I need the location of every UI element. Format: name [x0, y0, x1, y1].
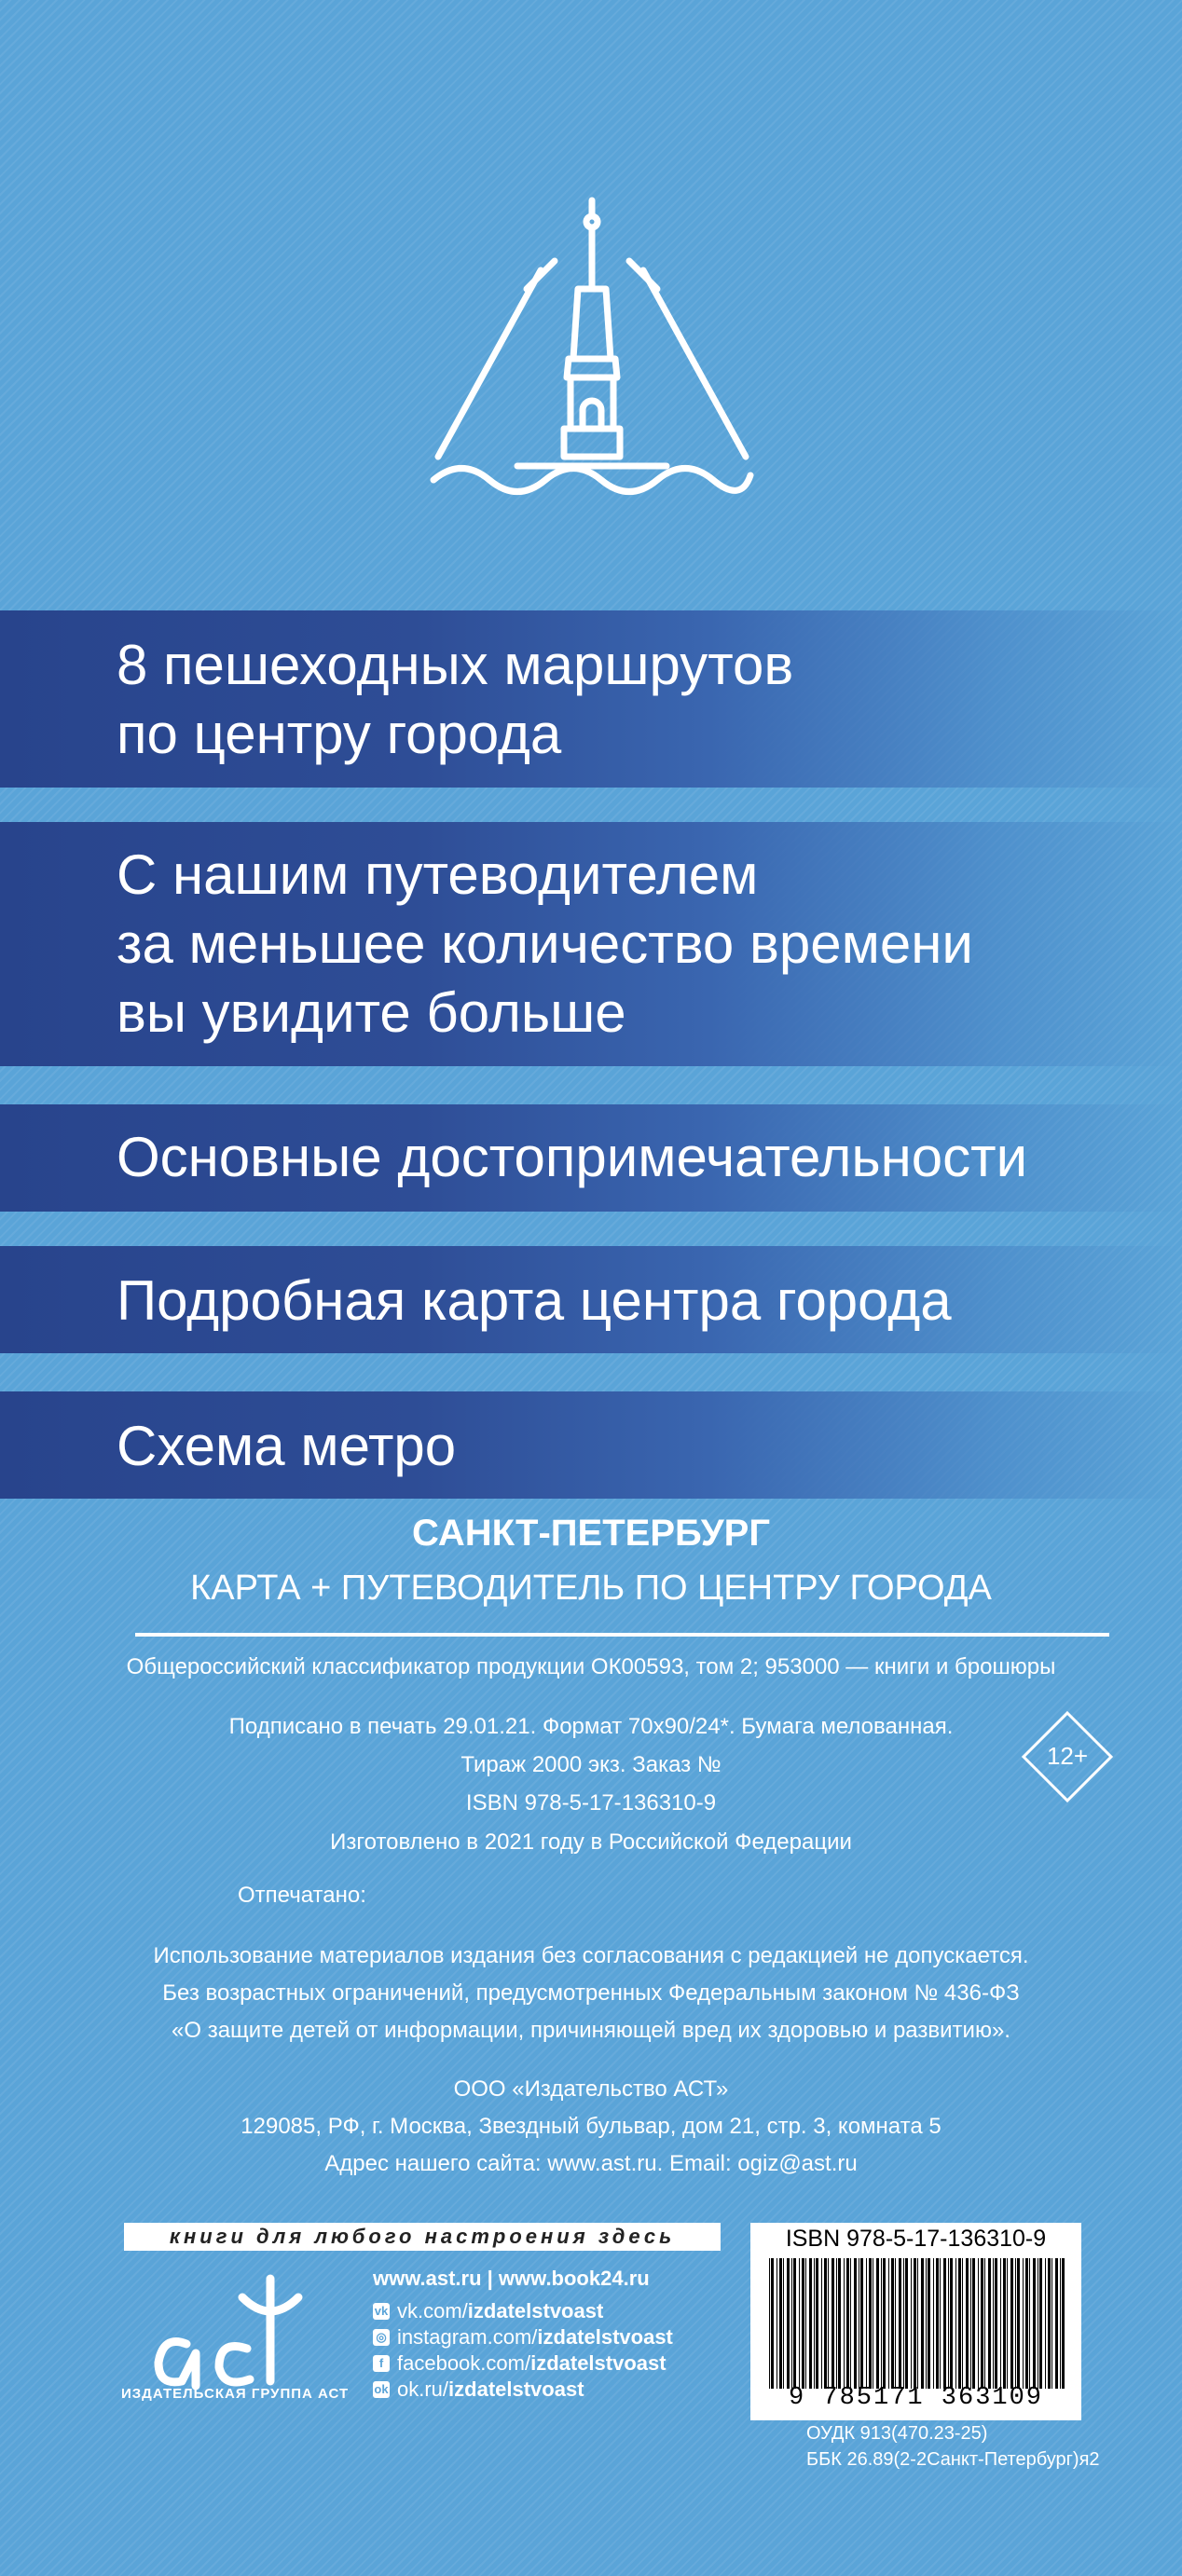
- barcode-bar: [921, 2258, 924, 2389]
- barcode-bar: [1015, 2258, 1016, 2389]
- barcode-bar: [948, 2258, 949, 2389]
- barcode-bar: [814, 2258, 815, 2389]
- barcode-bar: [816, 2258, 818, 2389]
- barcode-bar: [787, 2258, 790, 2389]
- barcode-bar: [821, 2258, 822, 2389]
- barcode-bar: [1051, 2258, 1052, 2389]
- barcode-bar: [809, 2258, 812, 2389]
- barcode-bar: [1060, 2258, 1061, 2389]
- barcode-bar: [905, 2258, 908, 2389]
- bbk-code: ББК 26.89(2-2Санкт-Петербург)я2: [806, 2449, 1100, 2470]
- udk-code: ОУДК 913(470.23-25): [806, 2423, 988, 2444]
- website-text: Адрес нашего сайта: www.ast.ru. Email: ogiz@ast.ru: [324, 2151, 858, 2176]
- barcode-bar: [903, 2258, 904, 2389]
- usage-text: Использование материалов издания без согласования с редакцией не допускается.: [153, 1943, 1029, 1968]
- social-link-vk: [373, 2299, 603, 2323]
- barcode-bar: [1010, 2258, 1013, 2389]
- ast-caption: ИЗДАТЕЛЬСКАЯ ГРУППА АСТ: [121, 2386, 350, 2402]
- signed-text: Подписано в печать 29.01.21. Формат 70x90/24*. Бумага мелованная.: [228, 1714, 954, 1739]
- barcode-bar: [793, 2258, 796, 2389]
- barcode-bar: [1055, 2258, 1058, 2389]
- band-line: Схема метро: [117, 1415, 457, 1477]
- barcode-bar: [1033, 2258, 1036, 2389]
- barcode-bar: [883, 2258, 886, 2389]
- barcode-bar: [1048, 2258, 1051, 2389]
- social-link-instagram: [373, 2325, 673, 2350]
- barcode-bar: [836, 2258, 837, 2389]
- barcode-bar: [911, 2258, 912, 2389]
- barcode-bar: [958, 2258, 961, 2389]
- vk-icon: vk: [374, 2304, 389, 2318]
- barcode-bar: [1000, 2258, 1001, 2389]
- ast-logo-text: аст: [131, 2257, 154, 2273]
- barcode-bar: [769, 2258, 770, 2389]
- barcode-bar: [1062, 2258, 1065, 2389]
- barcode-bar: [1007, 2258, 1008, 2389]
- barcode-bar: [854, 2258, 857, 2389]
- barcode-bar: [850, 2258, 851, 2389]
- feature-band-guide: [0, 822, 1182, 1066]
- band-line: Основные достопримечательности: [117, 1126, 1028, 1188]
- band-line: по центру города: [117, 703, 562, 765]
- divider: [135, 1633, 1109, 1637]
- barcode-bar: [828, 2258, 829, 2389]
- social-link-facebook: [373, 2351, 667, 2376]
- band-line: 8 пешеходных маршрутов: [117, 634, 794, 696]
- feature-band-routes: [0, 610, 1182, 788]
- age-law-text-2: «О защите детей от информации, причиняющей вред их здоровью и развитию».: [172, 2018, 1010, 2043]
- barcode-bar: [899, 2258, 901, 2389]
- barcode-bar: [955, 2258, 956, 2389]
- feature-band-metro: [0, 1391, 1182, 1499]
- social-prefix: ok.ru/: [397, 2377, 449, 2401]
- barcode-bar: [1025, 2258, 1028, 2389]
- barcode-bar: [970, 2258, 971, 2389]
- barcode-bar: [995, 2258, 997, 2389]
- printed-text: Отпечатано:: [238, 1883, 366, 1908]
- barcode-bar: [866, 2258, 867, 2389]
- barcode-bar: [1017, 2258, 1020, 2389]
- barcode-bar: [936, 2258, 939, 2389]
- barcode-bar: [771, 2258, 774, 2389]
- odnoklassniki-icon: ok: [374, 2382, 389, 2396]
- barcode-bar: [972, 2258, 975, 2389]
- barcode: [750, 2223, 1081, 2420]
- barcode-bar: [791, 2258, 792, 2389]
- barcode-bar: [876, 2258, 879, 2389]
- spire-logo-icon: [429, 196, 755, 513]
- barcode-bar: [993, 2258, 994, 2389]
- barcode-bar: [1045, 2258, 1046, 2389]
- band-line: за меньшее количество времени: [117, 912, 973, 975]
- barcode-bar: [846, 2258, 849, 2389]
- barcode-bar: [881, 2258, 882, 2389]
- band-line: С нашим путеводителем: [117, 843, 759, 906]
- social-prefix: vk.com/: [397, 2299, 468, 2323]
- print-run-text: Тираж 2000 экз. Заказ №: [460, 1752, 722, 1777]
- barcode-isbn: ISBN 978-5-17-136310-9: [785, 2226, 1047, 2252]
- feature-band-sights: [0, 1104, 1182, 1212]
- barcode-bar: [928, 2258, 930, 2389]
- book-subtitle: КАРТА + ПУТЕВОДИТЕЛЬ ПО ЦЕНТРУ ГОРОДА: [190, 1569, 992, 1608]
- classifier-text: Общероссийский классификатор продукции ОК00593, том 2; 953000 — книги и брошюры: [126, 1654, 1056, 1679]
- barcode-bar: [860, 2258, 863, 2389]
- barcode-bar: [940, 2258, 941, 2389]
- tagline: книги для любого настроения здесь: [124, 2223, 721, 2251]
- instagram-icon: ◎: [373, 2329, 390, 2346]
- barcode-bar: [844, 2258, 845, 2389]
- isbn-text: ISBN 978-5-17-136310-9: [465, 1790, 717, 1816]
- feature-band-map: [0, 1246, 1182, 1353]
- age-rating-badge: [1021, 1710, 1114, 1803]
- barcode-bar: [891, 2258, 894, 2389]
- barcode-bar: [950, 2258, 953, 2389]
- age-law-text: Без возрастных ограничений, предусмотренных Федеральным законом № 436-ФЗ: [162, 1980, 1020, 2006]
- barcode-bar: [926, 2258, 927, 2389]
- age-rating-label: 12+: [1046, 1742, 1089, 1770]
- barcode-bar: [1023, 2258, 1024, 2389]
- made-text: Изготовлено в 2021 году в Российской Федерации: [330, 1829, 852, 1855]
- ast-logo-icon: [131, 2257, 336, 2428]
- barcode-bar: [783, 2258, 784, 2389]
- barcode-bar: [917, 2258, 918, 2389]
- barcode-bar: [988, 2258, 991, 2389]
- social-handle: izdatelstvoast: [537, 2325, 673, 2349]
- barcode-bar: [1029, 2258, 1030, 2389]
- barcode-bar: [1003, 2258, 1006, 2389]
- barcode-bar: [824, 2258, 827, 2389]
- publisher-sites: www.ast.ru | www.book24.ru: [373, 2267, 650, 2290]
- barcode-number: 9 785171 363109: [788, 2384, 1044, 2412]
- barcode-bar: [895, 2258, 896, 2389]
- barcode-bar: [888, 2258, 889, 2389]
- social-link-ok: [373, 2377, 584, 2402]
- barcode-bar: [962, 2258, 963, 2389]
- barcode-bar: [869, 2258, 872, 2389]
- barcode-bar: [914, 2258, 916, 2389]
- barcode-bar: [981, 2258, 983, 2389]
- barcode-bar: [779, 2258, 782, 2389]
- barcode-bar: [933, 2258, 934, 2389]
- barcode-bar: [978, 2258, 979, 2389]
- barcode-bar: [966, 2258, 969, 2389]
- barcode-bar: [943, 2258, 946, 2389]
- barcode-bar: [984, 2258, 985, 2389]
- barcode-bars: [769, 2258, 1067, 2389]
- social-prefix: facebook.com/: [397, 2351, 531, 2375]
- band-line: вы увидите больше: [117, 981, 626, 1044]
- barcode-bar: [1039, 2258, 1042, 2389]
- barcode-bar: [832, 2258, 834, 2389]
- barcode-bar: [799, 2258, 800, 2389]
- book-title: САНКТ-ПЕТЕРБУРГ: [411, 1513, 771, 1554]
- barcode-bar: [838, 2258, 841, 2389]
- social-handle: izdatelstvoast: [467, 2299, 604, 2323]
- social-prefix: instagram.com/: [397, 2325, 538, 2349]
- publisher-text: ООО «Издательство АСТ»: [453, 2076, 729, 2102]
- social-handle: izdatelstvoast: [448, 2377, 584, 2401]
- barcode-bar: [802, 2258, 804, 2389]
- band-line: Подробная карта центра города: [117, 1269, 952, 1332]
- address-text: 129085, РФ, г. Москва, Звездный бульвар, дом 21, стр. 3, комната 5: [241, 2114, 941, 2139]
- facebook-icon: f: [373, 2355, 390, 2372]
- barcode-bar: [805, 2258, 806, 2389]
- social-handle: izdatelstvoast: [530, 2351, 667, 2375]
